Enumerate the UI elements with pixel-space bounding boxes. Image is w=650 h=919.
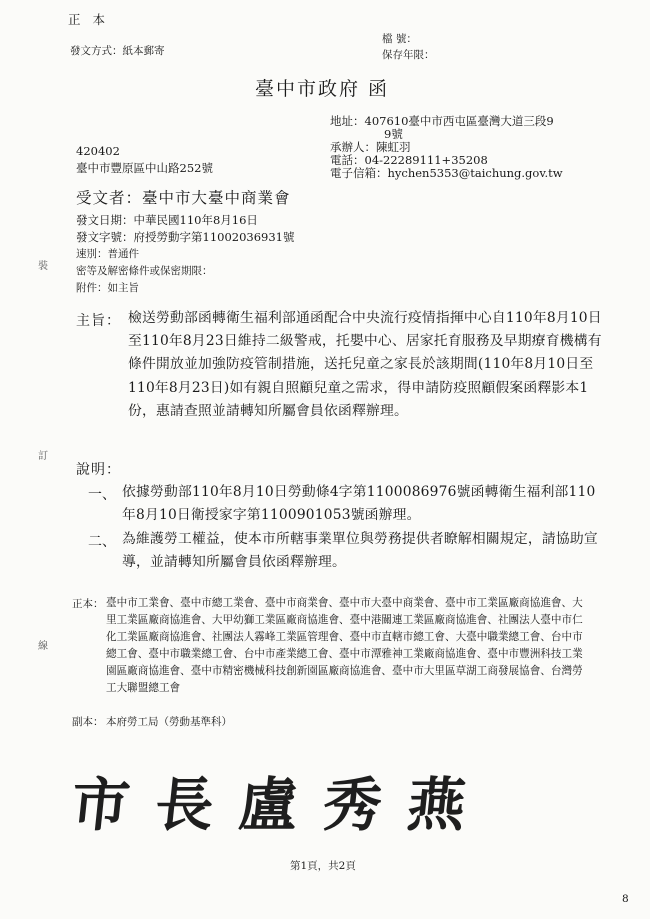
mayor-signature-stamp: 市長盧秀燕 [67,771,496,839]
delivery-speed: 速別：普通件 [76,248,139,260]
recipient-address: 臺中市豐原區中山路252號 [76,161,213,175]
email: 電子信箱：hychen5353@taichung.gov.tw [330,166,563,180]
binding-mark-3: 線 [38,641,48,652]
phone: 電話：04-22289111+35208 [330,153,488,167]
binding-mark-1: 裝 [38,261,48,272]
explanation-item-2-text: 為維護勞工權益，使本市所轄事業單位與勞務提供者瞭解相關規定，請協助宣導，並請轉知所屬會員依函釋辦理。 [122,531,598,571]
issue-date: 發文日期：中華民國110年8月16日 [76,213,258,227]
cc-label: 副本： [72,716,104,728]
explanation-item-1-num: 一、 [88,487,116,503]
copy-type: 正 本 [68,12,109,27]
page-mark: 8 [622,893,629,905]
document-title: 臺中市政府 函 [255,78,390,100]
document-number: 發文字號：府授勞動字第11002036931號 [76,230,295,244]
file-number: 檔 號： [382,33,417,45]
retention-period: 保存年限： [382,49,435,61]
distribution-label: 正本： [72,598,104,610]
attachment: 附件：如主旨 [76,282,139,294]
subject-label: 主旨： [76,313,121,329]
explanation-item-2-num: 二、 [88,534,116,550]
receiver: 受文者：臺中市大臺中商業會 [76,189,291,207]
binding-mark-2: 訂 [38,451,48,462]
send-method: 發文方式：紙本郵寄 [70,45,165,57]
security-level: 密等及解密條件或保密期限： [76,265,213,277]
explanation-item-1-text: 依據勞動部110年8月10日勞動條4字第1100086976號函轉衛生福利部110年8月10日衛授家字第1100901053號函辦理。 [122,484,596,524]
contact-person: 承辦人：陳虹羽 [330,140,411,154]
distribution-list: 臺中市工業會、臺中市總工業會、臺中市商業會、臺中市大臺中商業會、臺中市工業區廠商協進會、大里工業區廠商協進會、大甲幼獅工業區廠商協進會、臺中港關連工業區廠商協進會、社團法人臺中市仁化工業區廠商協進會、社團法人霧峰工業區管理會、臺中市直轄市總工會、大臺中職業總工會、台中市總工會、臺中市職業總工會、台中市產業總工會、臺中市潭雅神工業廠商協進會、臺中市豐洲科技工業園區廠商協進會、臺中市精密機械科技創新園區廠商協進會、臺中市大里區草湖工商發展協會、台灣勞工大聯盟總工會 [106,597,583,694]
sender-address-cont: 9號 [384,127,403,141]
sender-address: 地址：407610臺中市西屯區臺灣大道三段9 [330,114,554,128]
cc-list: 本府勞工局（勞動基準科） [106,716,232,728]
subject-text: 檢送勞動部函轉衛生福利部通函配合中央流行疫情指揮中心自110年8月10日至110年8月23日維持二級警戒，托嬰中心、居家托育服務及早期療育機構有條件開放並加強防疫管制措施，送托兒童之家長於該期間(110年8月10日至110年8月23日)如有親自照顧兒童之需求，得申請防疫照顧假案函釋影本1份，惠請查照並請轉知所屬會員依函釋辦理。 [128,310,602,419]
recipient-postcode: 420402 [76,144,120,158]
page-indicator: 第1頁，共2頁 [290,860,356,872]
explanation-label: 說明： [76,462,121,478]
